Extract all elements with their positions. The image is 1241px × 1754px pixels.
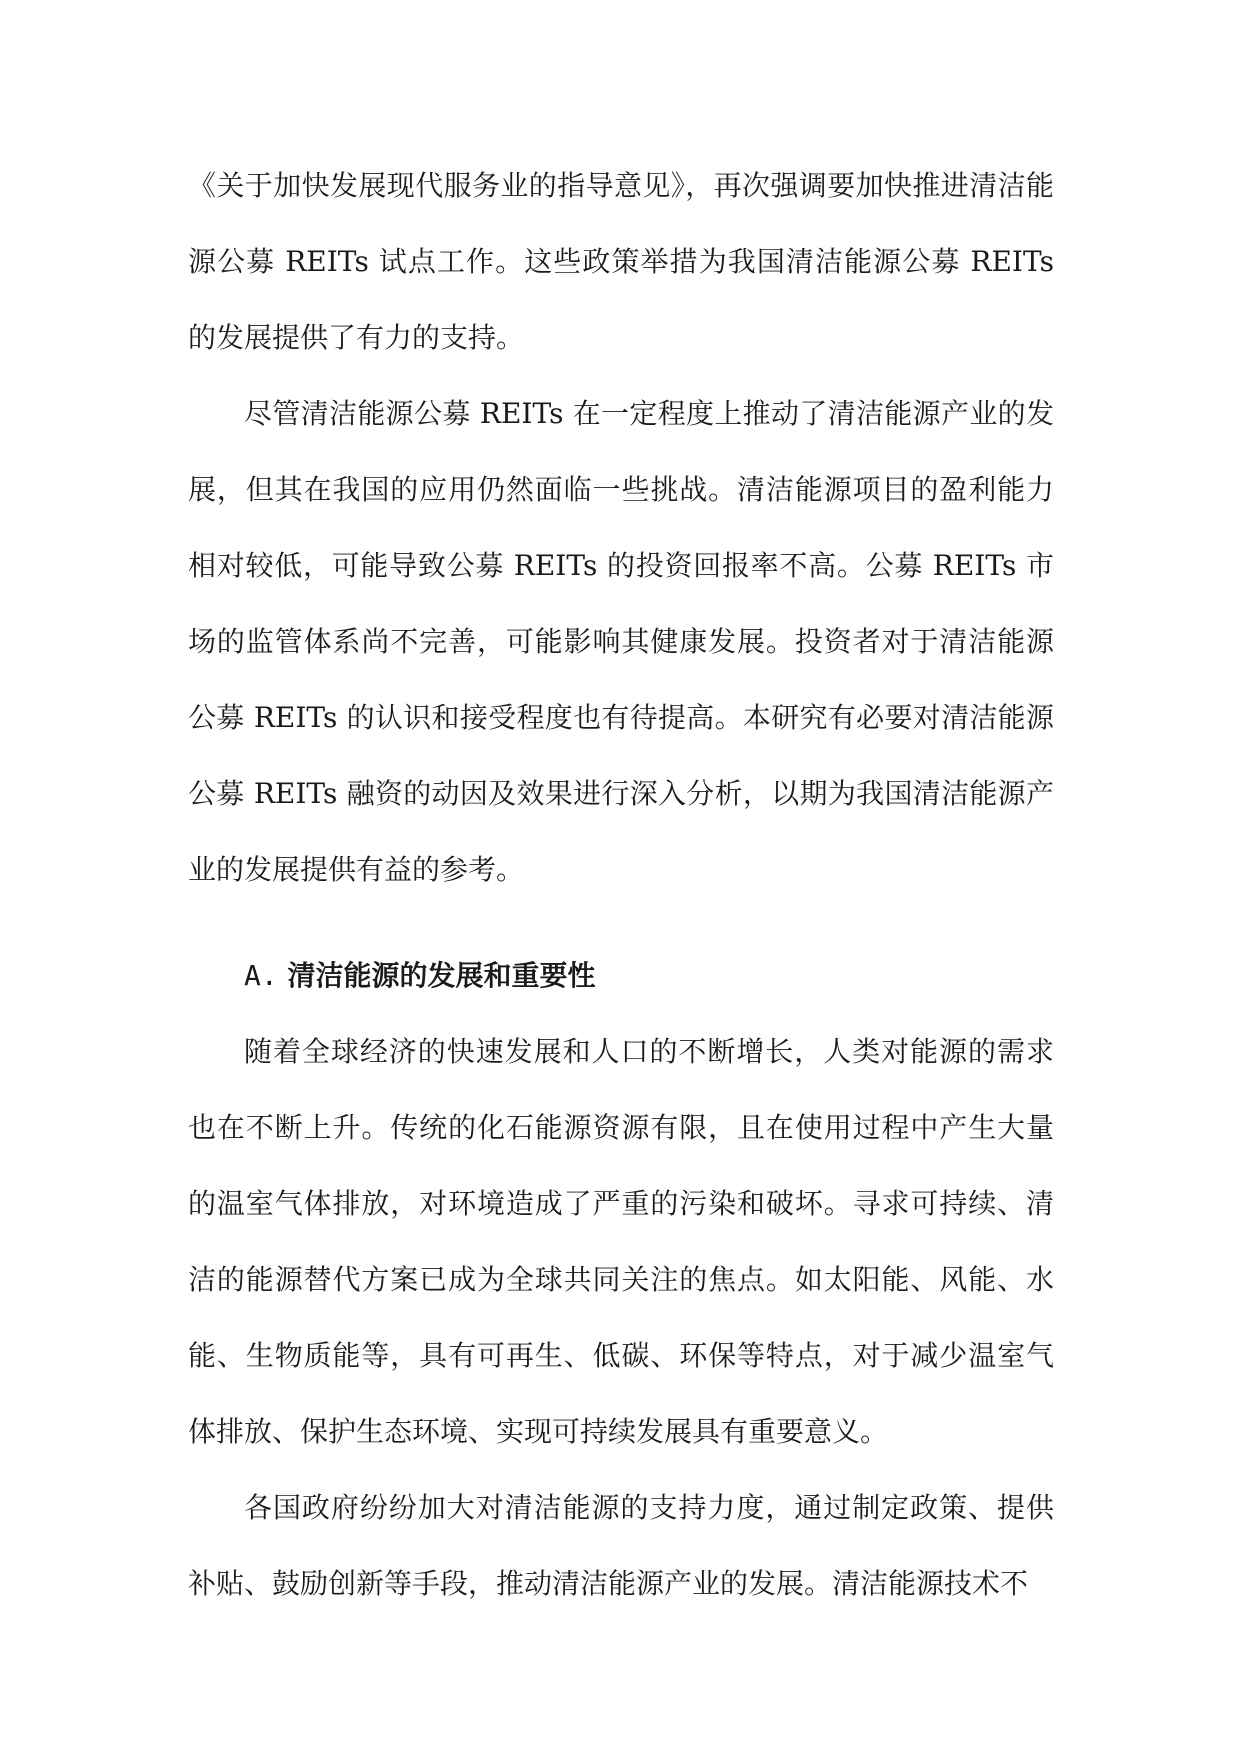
document-body xyxy=(188,148,1054,1622)
section-title: 清洁能源的发展和重要性 xyxy=(287,959,596,992)
paragraph-clean-energy-importance: 随着全球经济的快速发展和人口的不断增长，人类对能源的需求也在不断上升。传统的化石能源资源有限，且在使用过程中产生大量的温室气体排放，对环境造成了严重的污染和破坏。寻求可持续、清洁的能源替代方案已成为全球共同关注的焦点。如太阳能、风能、水能、生物质能等，具有可再生、低碳、环保等特点，对于减少温室气体排放、保护生态环境、实现可持续发展具有重要意义。 xyxy=(188,1035,1054,1448)
section-label: A. xyxy=(244,959,278,992)
section-heading xyxy=(188,938,1054,1014)
paragraph-government-support: 各国政府纷纷加大对清洁能源的支持力度，通过制定政策、提供补贴、鼓励创新等手段，推动清洁能源产业的发展。清洁能源技术不 xyxy=(188,1491,1054,1600)
paragraph-policy-support: 《关于加快发展现代服务业的指导意见》，再次强调要加快推进清洁能源公募 REITs 试点工作。这些政策举措为我国清洁能源公募 REITs 的发展提供了有力的支持。 xyxy=(188,169,1054,354)
paragraph-challenges: 尽管清洁能源公募 REITs 在一定程度上推动了清洁能源产业的发展，但其在我国的应用仍然面临一些挑战。清洁能源项目的盈利能力相对较低，可能导致公募 REITs 的投资回报率不高。公募 REITs 市场的监管体系尚不完善，可能影响其健康发展。投资者对于清洁能源公募 REITs 的认识和接受程度也有待提高。本研究有必要对清洁能源公募 REITs 融资的动因及效果进行深入分析，以期为我国清洁能源产业的发展提供有益的参考。 xyxy=(188,397,1054,886)
